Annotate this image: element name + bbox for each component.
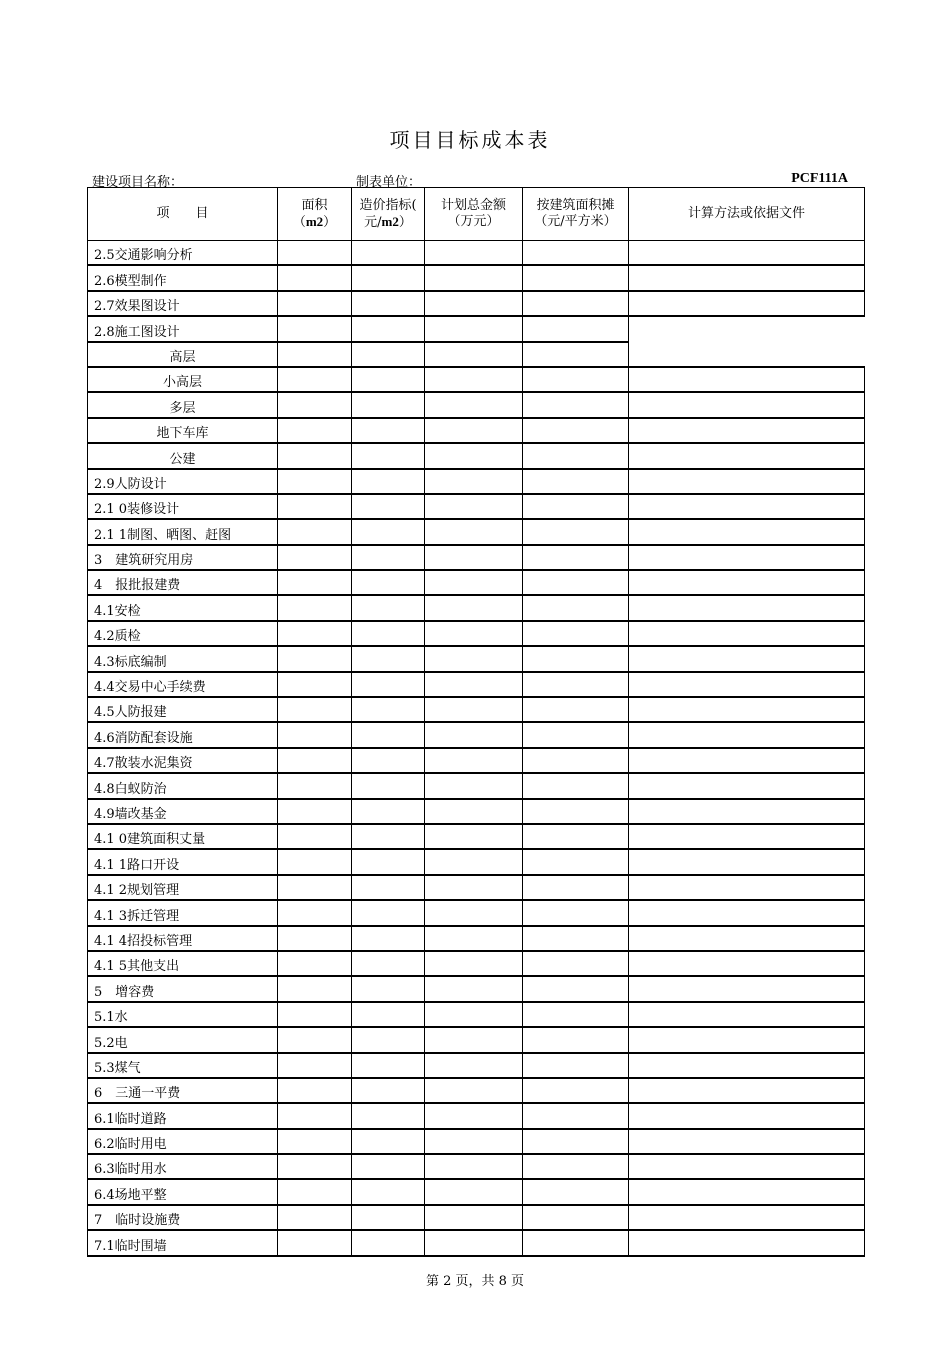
table-cell — [523, 849, 629, 874]
table-row — [88, 316, 865, 341]
row-label: 4.1 2规划管理 — [88, 875, 278, 900]
table-cell — [523, 595, 629, 620]
table-cell — [278, 722, 352, 747]
table-cell — [352, 265, 425, 290]
table-row — [88, 1078, 865, 1103]
table-cell — [629, 849, 865, 874]
table-cell — [425, 1205, 523, 1230]
table-cell — [523, 976, 629, 1001]
table-cell — [523, 748, 629, 773]
table-cell — [523, 951, 629, 976]
header-method: 计算方法或依据文件 — [629, 188, 865, 241]
table-cell — [629, 926, 865, 951]
table-cell — [278, 570, 352, 595]
table-row — [88, 494, 865, 519]
table-cell — [629, 1103, 865, 1128]
table-cell — [629, 672, 865, 697]
table-cell — [278, 748, 352, 773]
row-label: 7.1临时围墙 — [88, 1230, 278, 1255]
table-cell — [425, 672, 523, 697]
table-cell — [352, 241, 425, 266]
table-cell — [352, 595, 425, 620]
table-cell — [352, 392, 425, 417]
table-cell — [629, 443, 865, 468]
table-cell — [278, 1230, 352, 1255]
table-cell — [425, 316, 523, 341]
table-row — [88, 519, 865, 544]
row-label: 7 临时设施费 — [88, 1205, 278, 1230]
table-cell — [425, 1078, 523, 1103]
table-cell — [425, 342, 523, 367]
table-cell — [352, 1129, 425, 1154]
table-cell — [425, 1129, 523, 1154]
header-planned-total: 计划总金额 （万元） — [425, 188, 523, 241]
table-cell — [278, 469, 352, 494]
table-row — [88, 418, 865, 443]
table-cell — [278, 1205, 352, 1230]
row-label: 4.1 3拆迁管理 — [88, 900, 278, 925]
table-cell — [278, 1027, 352, 1052]
table-cell — [425, 1230, 523, 1255]
table-row — [88, 672, 865, 697]
table-cell — [352, 672, 425, 697]
table-cell — [629, 824, 865, 849]
table-cell — [425, 773, 523, 798]
table-cell — [629, 773, 865, 798]
table-cell — [352, 824, 425, 849]
row-label: 5.2电 — [88, 1027, 278, 1052]
table-cell — [523, 926, 629, 951]
table-cell — [352, 1078, 425, 1103]
table-cell — [352, 951, 425, 976]
row-label: 2.1 0装修设计 — [88, 494, 278, 519]
table-cell — [278, 1154, 352, 1179]
table-cell — [425, 595, 523, 620]
table-cell — [352, 1002, 425, 1027]
table-row — [88, 621, 865, 646]
merged-blank-cell — [629, 316, 865, 367]
table-cell — [629, 875, 865, 900]
table-cell — [629, 1053, 865, 1078]
table-cell — [523, 875, 629, 900]
table-cell — [352, 1205, 425, 1230]
table-row — [88, 875, 865, 900]
table-cell — [629, 494, 865, 519]
table-cell — [425, 824, 523, 849]
table-cell — [278, 443, 352, 468]
table-cell — [523, 1205, 629, 1230]
table-cell — [352, 1179, 425, 1204]
table-cell — [278, 392, 352, 417]
table-cell — [352, 1154, 425, 1179]
table-cell — [425, 1154, 523, 1179]
row-label: 5 增容费 — [88, 976, 278, 1001]
table-cell — [523, 824, 629, 849]
table-cell — [523, 773, 629, 798]
table-cell — [629, 469, 865, 494]
table-cell — [629, 1205, 865, 1230]
table-cell — [629, 646, 865, 671]
row-label: 2.8施工图设计 — [88, 316, 278, 341]
table-cell — [523, 1154, 629, 1179]
table-cell — [629, 722, 865, 747]
table-row — [88, 367, 865, 392]
row-label: 3 建筑研究用房 — [88, 545, 278, 570]
table-row — [88, 773, 865, 798]
row-label: 4.8白蚁防治 — [88, 773, 278, 798]
table-cell — [352, 849, 425, 874]
table-cell — [425, 1103, 523, 1128]
table-cell — [425, 748, 523, 773]
table-row — [88, 1053, 865, 1078]
table-cell — [523, 1002, 629, 1027]
table-row — [88, 1027, 865, 1052]
table-cell — [523, 316, 629, 341]
table-cell — [352, 418, 425, 443]
table-cell — [425, 900, 523, 925]
table-cell — [629, 1179, 865, 1204]
row-label: 公建 — [88, 443, 278, 468]
table-cell — [278, 672, 352, 697]
table-cell — [629, 1078, 865, 1103]
table-cell — [629, 291, 865, 316]
table-cell — [278, 418, 352, 443]
row-label: 4.1安检 — [88, 595, 278, 620]
table-row — [88, 1103, 865, 1128]
table-cell — [523, 621, 629, 646]
table-cell — [523, 241, 629, 266]
table-cell — [629, 241, 865, 266]
table-row — [88, 748, 865, 773]
table-cell — [278, 545, 352, 570]
table-cell — [425, 494, 523, 519]
table-cell — [352, 342, 425, 367]
table-row — [88, 697, 865, 722]
row-label: 4.5人防报建 — [88, 697, 278, 722]
table-cell — [278, 265, 352, 290]
header-row — [88, 188, 865, 241]
table-cell — [425, 799, 523, 824]
table-row — [88, 926, 865, 951]
table-cell — [629, 265, 865, 290]
row-label: 2.6模型制作 — [88, 265, 278, 290]
table-cell — [425, 697, 523, 722]
table-cell — [425, 1002, 523, 1027]
table-cell — [352, 926, 425, 951]
page-footer: 第 2 页，共 8 页 — [425, 1274, 525, 1289]
table-row — [88, 1129, 865, 1154]
table-row — [88, 545, 865, 570]
row-label: 5.3煤气 — [88, 1053, 278, 1078]
table-cell — [352, 545, 425, 570]
table-cell — [523, 545, 629, 570]
table-cell — [278, 900, 352, 925]
table-cell — [278, 291, 352, 316]
table-row — [88, 291, 865, 316]
table-cell — [352, 1027, 425, 1052]
table-cell — [352, 494, 425, 519]
table-row — [88, 595, 865, 620]
table-cell — [278, 519, 352, 544]
table-row — [88, 1154, 865, 1179]
table-row — [88, 443, 865, 468]
table-cell — [425, 570, 523, 595]
table-cell — [352, 722, 425, 747]
table-cell — [523, 1230, 629, 1255]
table-cell — [352, 875, 425, 900]
row-label: 地下车库 — [88, 418, 278, 443]
table-cell — [629, 1154, 865, 1179]
table-cell — [352, 646, 425, 671]
table-cell — [352, 367, 425, 392]
table-cell — [278, 976, 352, 1001]
row-label: 4.6消防配套设施 — [88, 722, 278, 747]
table-cell — [352, 1053, 425, 1078]
table-cell — [278, 646, 352, 671]
table-row — [88, 900, 865, 925]
row-label: 2.9人防设计 — [88, 469, 278, 494]
header-item: 项 目 — [88, 188, 278, 241]
unit-label: 制表单位： — [356, 175, 422, 190]
table-row — [88, 265, 865, 290]
table-cell — [425, 367, 523, 392]
table-cell — [629, 799, 865, 824]
table-cell — [523, 392, 629, 417]
table-cell — [352, 976, 425, 1001]
table-cell — [278, 926, 352, 951]
table-cell — [425, 646, 523, 671]
table-cell — [352, 621, 425, 646]
document-title: 项目目标成本表 — [389, 128, 551, 152]
form-code: PCF111A — [791, 171, 848, 186]
row-label: 4.1 1路口开设 — [88, 849, 278, 874]
row-label: 2.1 1制图、晒图、赶图 — [88, 519, 278, 544]
row-label: 4.1 0建筑面积丈量 — [88, 824, 278, 849]
row-label: 2.7效果图设计 — [88, 291, 278, 316]
table-cell — [629, 1129, 865, 1154]
project-name-label: 建设项目名称： — [92, 175, 184, 190]
table-row — [88, 392, 865, 417]
table-cell — [352, 570, 425, 595]
table-cell — [425, 1179, 523, 1204]
header-area: 面积（m2） — [278, 188, 352, 241]
table-cell — [352, 773, 425, 798]
table-cell — [523, 265, 629, 290]
row-label: 4.2质检 — [88, 621, 278, 646]
table-cell — [523, 443, 629, 468]
table-row — [88, 1002, 865, 1027]
table-cell — [425, 545, 523, 570]
table-cell — [278, 951, 352, 976]
table-cell — [278, 316, 352, 341]
table-cell — [352, 1230, 425, 1255]
table-cell — [629, 900, 865, 925]
table-cell — [278, 1078, 352, 1103]
table-row — [88, 241, 865, 266]
table-cell — [278, 773, 352, 798]
table-cell — [425, 1027, 523, 1052]
header-price-index: 造价指标( 元/m2） — [352, 188, 425, 241]
table-cell — [425, 976, 523, 1001]
table-cell — [278, 621, 352, 646]
table-cell — [629, 697, 865, 722]
table-cell — [278, 1129, 352, 1154]
table-cell — [523, 291, 629, 316]
table-cell — [425, 621, 523, 646]
table-row — [88, 951, 865, 976]
table-cell — [278, 1053, 352, 1078]
row-label: 4.1 4招投标管理 — [88, 926, 278, 951]
row-label: 4.1 5其他支出 — [88, 951, 278, 976]
row-label: 6.2临时用电 — [88, 1129, 278, 1154]
table-cell — [523, 469, 629, 494]
table-cell — [629, 418, 865, 443]
table-cell — [278, 1002, 352, 1027]
table-cell — [425, 392, 523, 417]
table-cell — [278, 824, 352, 849]
row-label: 6.3临时用水 — [88, 1154, 278, 1179]
table-row — [88, 1230, 865, 1255]
table-cell — [278, 1179, 352, 1204]
row-label: 4.9墙改基金 — [88, 799, 278, 824]
header-allocation: 按建筑面积摊 （元/平方米） — [523, 188, 629, 241]
table-cell — [278, 241, 352, 266]
table-cell — [352, 900, 425, 925]
table-cell — [629, 570, 865, 595]
row-label: 2.5交通影响分析 — [88, 241, 278, 266]
table-cell — [523, 494, 629, 519]
table-cell — [523, 900, 629, 925]
table-cell — [523, 799, 629, 824]
table-cell — [278, 875, 352, 900]
table-cell — [523, 570, 629, 595]
table-cell — [425, 951, 523, 976]
row-label: 高层 — [88, 342, 278, 367]
table-row — [88, 469, 865, 494]
table-cell — [425, 469, 523, 494]
row-label: 6 三通一平费 — [88, 1078, 278, 1103]
table-cell — [352, 443, 425, 468]
table-row — [88, 646, 865, 671]
table-cell — [278, 697, 352, 722]
table-cell — [523, 1053, 629, 1078]
table-cell — [629, 976, 865, 1001]
table-row — [88, 849, 865, 874]
table-row — [88, 799, 865, 824]
table-row — [88, 722, 865, 747]
row-label: 5.1水 — [88, 1002, 278, 1027]
table-cell — [425, 418, 523, 443]
table-cell — [352, 748, 425, 773]
table-cell — [352, 1103, 425, 1128]
row-label: 4.7散装水泥集资 — [88, 748, 278, 773]
row-label: 小高层 — [88, 367, 278, 392]
row-label: 4.3标底编制 — [88, 646, 278, 671]
table-cell — [352, 799, 425, 824]
table-cell — [425, 443, 523, 468]
row-label: 6.1临时道路 — [88, 1103, 278, 1128]
table-row — [88, 976, 865, 1001]
table-cell — [523, 646, 629, 671]
table-cell — [629, 545, 865, 570]
table-cell — [278, 799, 352, 824]
table-cell — [523, 1179, 629, 1204]
table-cell — [425, 265, 523, 290]
table-cell — [352, 316, 425, 341]
table-cell — [523, 342, 629, 367]
table-cell — [352, 519, 425, 544]
table-cell — [278, 849, 352, 874]
table-cell — [523, 697, 629, 722]
table-cell — [523, 1027, 629, 1052]
table-cell — [425, 875, 523, 900]
table-cell — [352, 291, 425, 316]
table-cell — [523, 367, 629, 392]
table-row — [88, 570, 865, 595]
table-cell — [523, 722, 629, 747]
table-cell — [278, 1103, 352, 1128]
table-cell — [523, 1078, 629, 1103]
table-cell — [629, 1002, 865, 1027]
table-cell — [523, 1129, 629, 1154]
table-cell — [425, 291, 523, 316]
table-cell — [352, 469, 425, 494]
table-row — [88, 824, 865, 849]
table-cell — [629, 367, 865, 392]
table-cell — [425, 519, 523, 544]
table-cell — [425, 241, 523, 266]
table-cell — [523, 672, 629, 697]
row-label: 6.4场地平整 — [88, 1179, 278, 1204]
table-cell — [629, 595, 865, 620]
table-cell — [425, 1053, 523, 1078]
table-cell — [278, 342, 352, 367]
table-cell — [523, 519, 629, 544]
table-cell — [278, 595, 352, 620]
table-cell — [425, 849, 523, 874]
table-cell — [629, 621, 865, 646]
table-cell — [629, 392, 865, 417]
table-cell — [425, 722, 523, 747]
table-cell — [629, 519, 865, 544]
table-cell — [629, 1230, 865, 1255]
table-cell — [352, 697, 425, 722]
table-cell — [523, 418, 629, 443]
table-cell — [425, 926, 523, 951]
table-cell — [629, 951, 865, 976]
cost-table — [87, 187, 865, 1257]
table-cell — [523, 1103, 629, 1128]
table-row — [88, 1205, 865, 1230]
row-label: 4 报批报建费 — [88, 570, 278, 595]
table-cell — [278, 494, 352, 519]
row-label: 多层 — [88, 392, 278, 417]
table-cell — [629, 1027, 865, 1052]
row-label: 4.4交易中心手续费 — [88, 672, 278, 697]
table-cell — [629, 748, 865, 773]
table-cell — [278, 367, 352, 392]
table-row — [88, 1179, 865, 1204]
